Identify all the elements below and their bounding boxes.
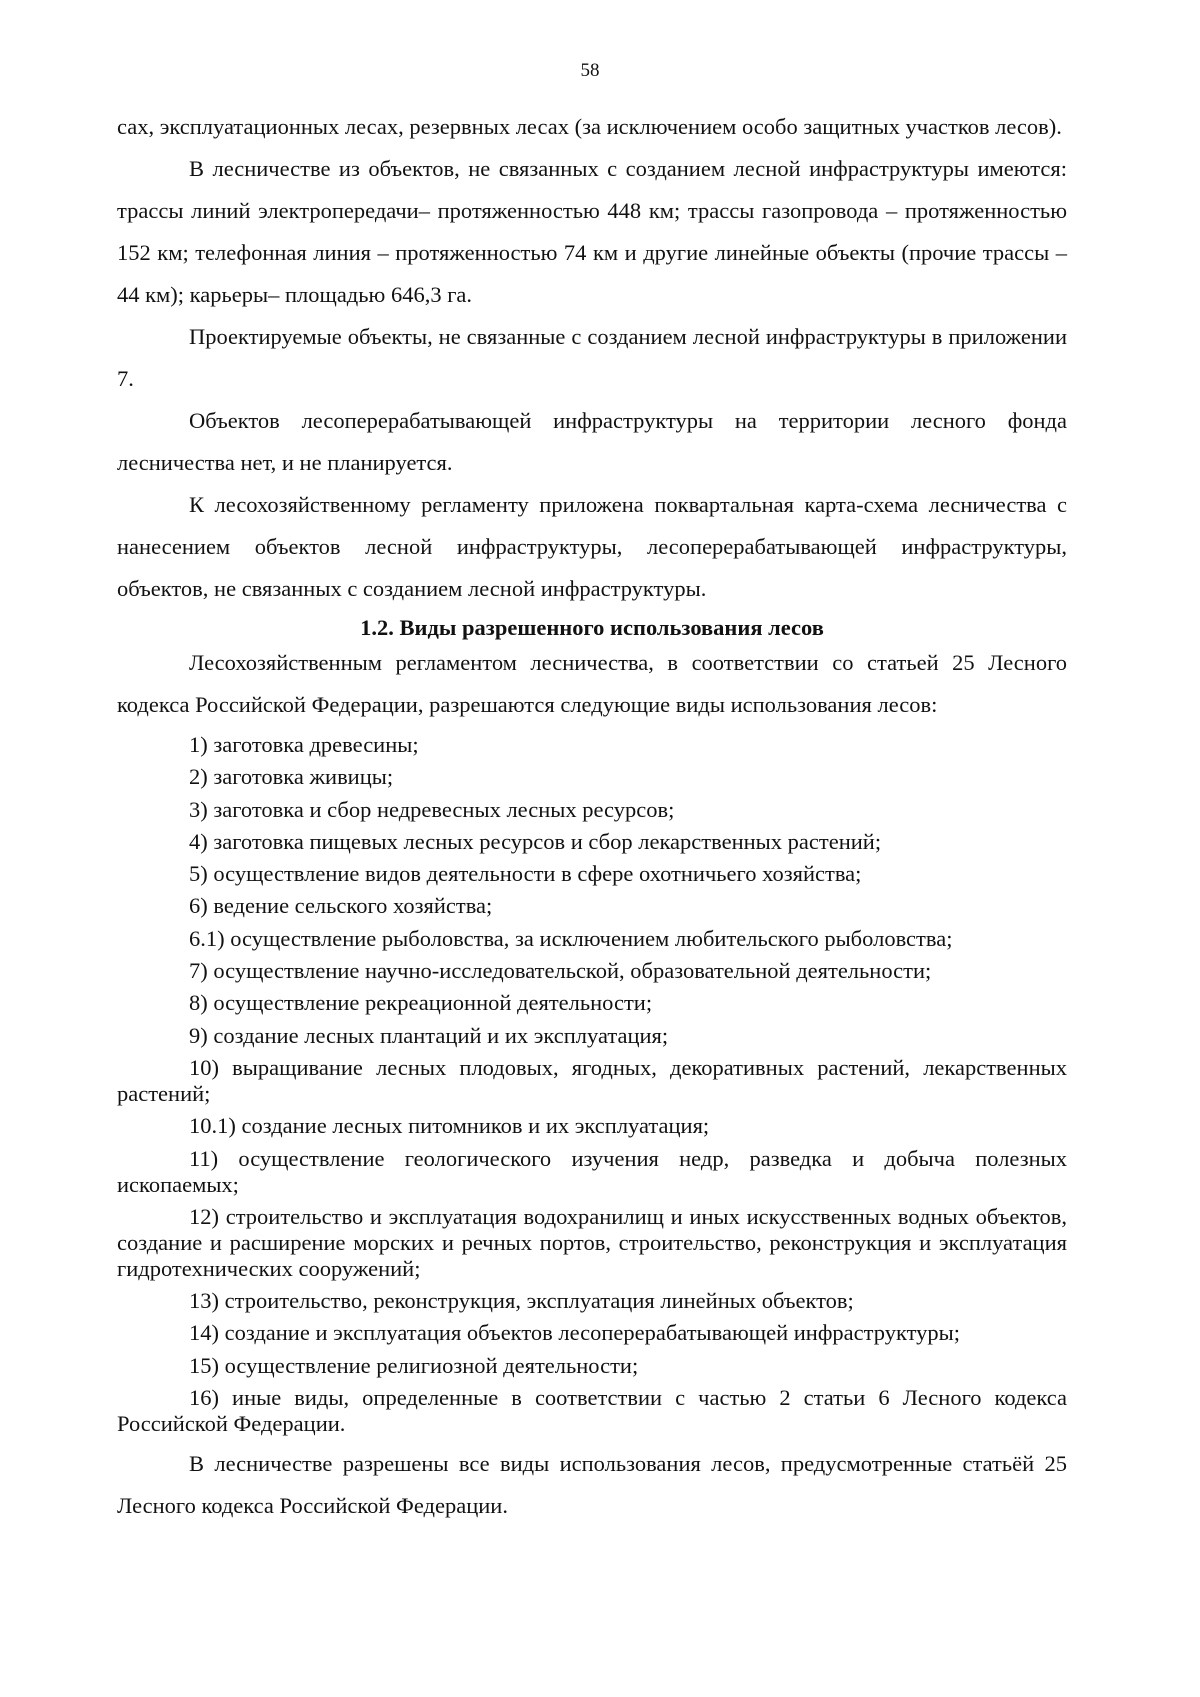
list-item: 2) заготовка живицы; (189, 764, 394, 790)
page-number: 58 (580, 60, 600, 81)
list-item: 6) ведение сельского хозяйства; (189, 893, 493, 919)
paragraph-continuation: сах, эксплуатационных лесах, резервных лесах (за исключением особо защитных участков лесов). (117, 114, 1062, 139)
document-body (117, 106, 1067, 1527)
closing-paragraph: В лесничестве разрешены все виды использования лесов, предусмотренные статьёй 25 Лесного кодекса Российской Федерации. (117, 1451, 1067, 1519)
list-item: 4) заготовка пищевых лесных ресурсов и сбор лекарственных растений; (189, 828, 882, 854)
list-item: 10.1) создание лесных питомников и их эксплуатация; (189, 1113, 710, 1139)
list-item: 6.1) осуществление рыболовства, за исключением любительского рыболовства; (189, 925, 953, 951)
list-item: 8) осуществление рекреационной деятельности; (189, 990, 653, 1016)
paragraph-projected-objects: Проектируемые объекты, не связанные с созданием лесной инфраструктуры в приложении 7. (117, 324, 1067, 391)
list-item: 3) заготовка и сбор недревесных лесных ресурсов; (189, 796, 675, 822)
list-item: 9) создание лесных плантаций и их эксплуатация; (189, 1022, 669, 1048)
list-item: 7) осуществление научно-исследовательской, образовательной деятельности; (189, 958, 932, 984)
paragraph-map-scheme: К лесохозяйственному регламенту приложена поквартальная карта-схема лесничества с нанесением объектов лесной инфраструктуры, лесоперерабатывающей инфраструктуры, объектов, не связанных с созданием лесной инфраструктуры. (117, 492, 1067, 601)
paragraph-linear-objects: В лесничестве из объектов, не связанных с созданием лесной инфраструктуры имеются: трассы линий электропередачи– протяженностью 448 км; трассы газопровода – протяженностью 152 км; телефонная линия – протяженностью 74 км и другие линейные объекты (прочие трассы – 44 км); карьеры– площадью 646,3 га. (117, 156, 1067, 307)
list-item: 13) строительство, реконструкция, эксплуатация линейных объектов; (189, 1288, 854, 1314)
uses-list (117, 732, 1067, 1437)
list-item: 14) создание и эксплуатация объектов лесоперерабатывающей инфраструктуры; (189, 1320, 960, 1346)
list-item: 11) осуществление геологического изучения недр, разведка и добыча полезных ископаемых; (117, 1145, 1067, 1197)
list-item: 15) осуществление религиозной деятельности; (189, 1352, 639, 1378)
uses-intro: Лесохозяйственным регламентом лесничества, в соответствии со статьей 25 Лесного кодекса Российской Федерации, разрешаются следующие виды использования лесов: (117, 650, 1067, 717)
paragraph-processing-infrastructure: Объектов лесоперерабатывающей инфраструктуры на территории лесного фонда лесничества нет, и не планируется. (117, 408, 1067, 475)
list-item: 12) строительство и эксплуатация водохранилищ и иных искусственных водных объектов, создание и расширение морских и речных портов, строительство, реконструкция и эксплуатация гидротехнических сооружений; (117, 1203, 1067, 1281)
list-item: 16) иные виды, определенные в соответствии с частью 2 статьи 6 Лесного кодекса Российской Федерации. (117, 1385, 1067, 1437)
list-item: 5) осуществление видов деятельности в сфере охотничьего хозяйства; (189, 861, 862, 887)
list-item: 1) заготовка древесины; (189, 732, 419, 757)
list-item: 10) выращивание лесных плодовых, ягодных, декоративных растений, лекарственных растений; (117, 1054, 1067, 1106)
section-heading: 1.2. Виды разрешенного использования лесов (360, 615, 824, 640)
